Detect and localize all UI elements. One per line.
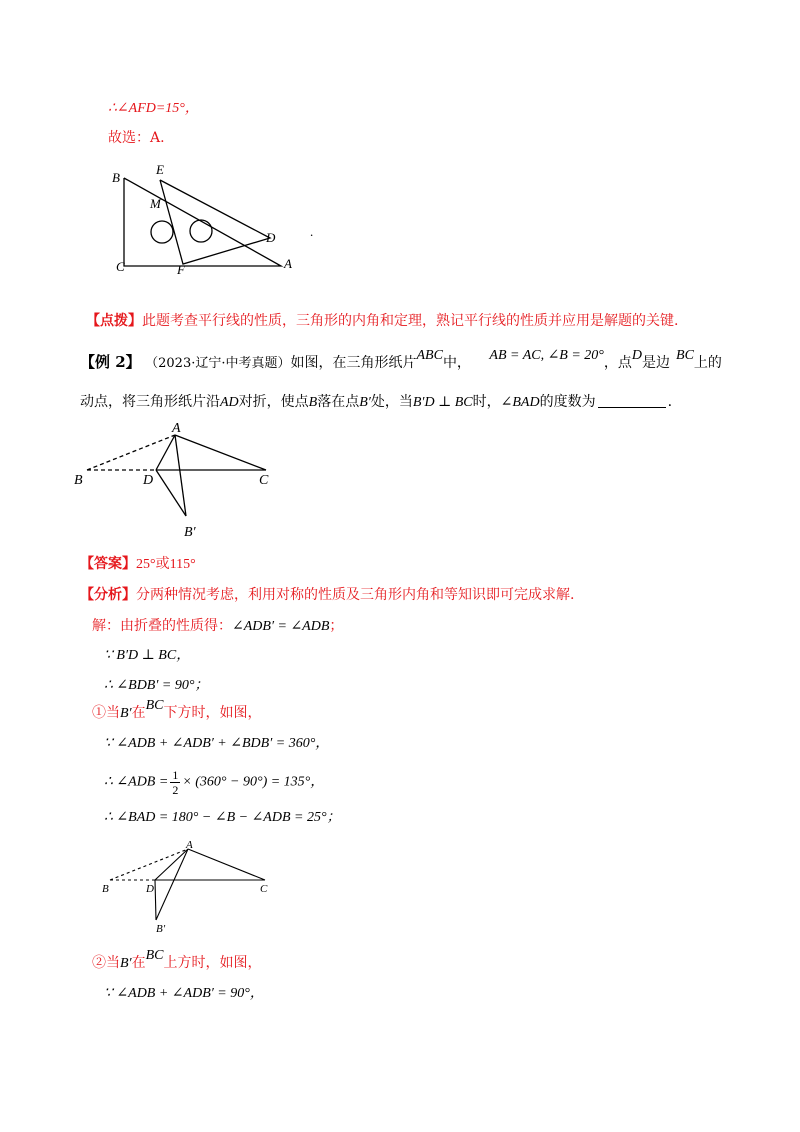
fig3-label-b: B [102,883,109,895]
fig1-label-b: B [112,170,120,185]
fig1-dot: . [310,224,314,239]
case-2-line: ②当B′在BC上方时，如图， [92,948,262,971]
example-line-1: 【例 2】 （2023·辽宁·中考真题）如图，在三角形纸片ABC中， AB = AC, ∠B = 20°，点D是边 BC上的 [80,348,722,371]
answer-line: 【答案】25°或115° [80,556,196,572]
fig3-label-a: A [186,839,193,851]
fig1-label-e: E [156,162,164,177]
figure-1 [110,160,360,290]
fig1-label-f: F [177,262,185,277]
fig1-label-m: M [150,196,161,211]
example-line-2: 动点，将三角形纸片沿AD对折，使点B落在点B′处，当B′D ⊥ BC时，∠BAD的度数为 . [80,394,673,410]
fig1-label-d: D [266,230,276,245]
therefore-afd: ∴∠AFD=15°， [108,101,199,116]
analysis-line: 【分析】分两种情况考虑，利用对称的性质及三角形内角和等知识即可完成求解. [80,587,575,603]
fig3-label-c: C [260,883,268,895]
tip-line: 【点拨】此题考查平行线的性质，三角形的内角和定理，熟记平行线的性质并应用是解题的关键. [86,313,679,329]
choice-line: 故选：A. [108,130,165,146]
case-1-line: ①当B′在BC下方时，如图， [92,698,262,721]
solution-step-4: ∵ ∠ADB + ∠ADB′ + ∠BDB′ = 360°， [104,736,330,751]
fig3-label-d: D [146,883,154,895]
fig2-label-a: A [172,421,181,436]
figure-2 [70,418,290,543]
solution-step-3: ∴ ∠BDB′ = 90°； [104,678,209,693]
solution-step-1: 解：由折叠的性质得：∠ADB′ = ∠ADB； [92,618,344,634]
solution-step-5: ∴ ∠ADB = $\frac{1}{2}$ × (360° − 90°) = 135°， [104,768,325,797]
fig2-label-d: D [143,473,154,488]
fig3-label-bp: B′ [156,923,166,935]
fig1-label-c: C [116,259,125,274]
answer-blank [598,393,666,408]
fig2-label-b: B [74,473,83,488]
fig2-label-bp: B′ [184,525,196,540]
fig1-label-a: A [284,256,292,271]
figure-3 [100,838,290,938]
solution-step-6: ∴ ∠BAD = 180° − ∠B − ∠ADB = 25°； [104,810,341,825]
solution-step-2: ∵ B′D ⊥ BC， [104,648,191,663]
solution-step-7: ∵ ∠ADB + ∠ADB′ = 90°， [104,986,264,1001]
fig2-label-c: C [259,473,269,488]
